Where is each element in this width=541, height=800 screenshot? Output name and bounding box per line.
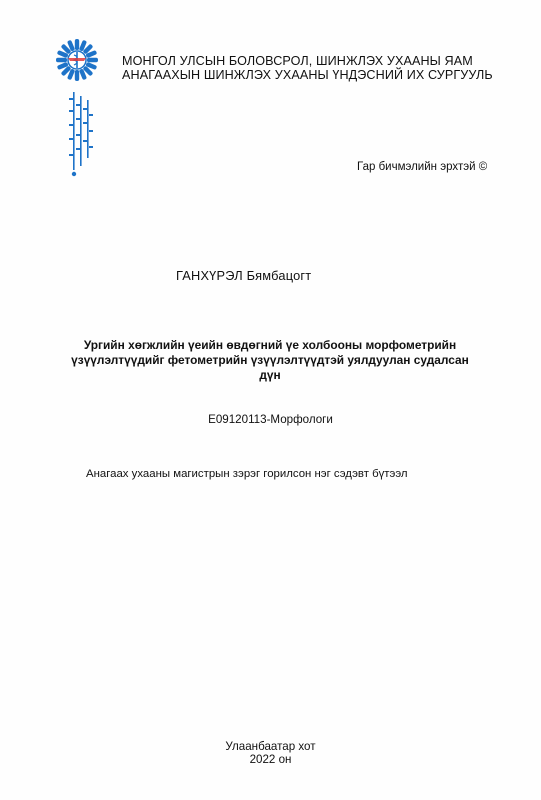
thesis-title-line-1: Ургийн хөгжлийн үеийн өвдөгний үе холбооны морфометрийн [83, 338, 457, 352]
copyright-notice: Гар бичмэлийн эрхтэй © [357, 161, 488, 173]
city: Улаанбаатар хот [225, 740, 316, 753]
specialty-code: E09120113-Морфологи [208, 413, 333, 426]
year: 2022 он [249, 753, 292, 766]
place-and-year [0, 740, 541, 766]
thesis-title [70, 338, 470, 383]
author-name: ГАНХҮРЭЛ Бямбацогт [176, 268, 312, 283]
thesis-title-line-2: үзүүлэлтүүдийг фетометрийн үзүүлэлтүүдтэй уялдуулан судалсан дүн [71, 353, 469, 382]
university-emblem-icon [52, 38, 102, 188]
university-name: АНАГААХЫН ШИНЖЛЭХ УХААНЫ ҮНДЭСНИЙ ИХ СУРГУУЛЬ [122, 68, 493, 82]
university-header [122, 54, 522, 82]
degree-statement: Анагаах ухааны магистрын зэрэг горилсон нэг сэдэвт бүтээл [86, 468, 408, 480]
ministry-name: МОНГОЛ УЛСЫН БОЛОВСРОЛ, ШИНЖЛЭХ УХААНЫ ЯАМ [122, 54, 473, 68]
